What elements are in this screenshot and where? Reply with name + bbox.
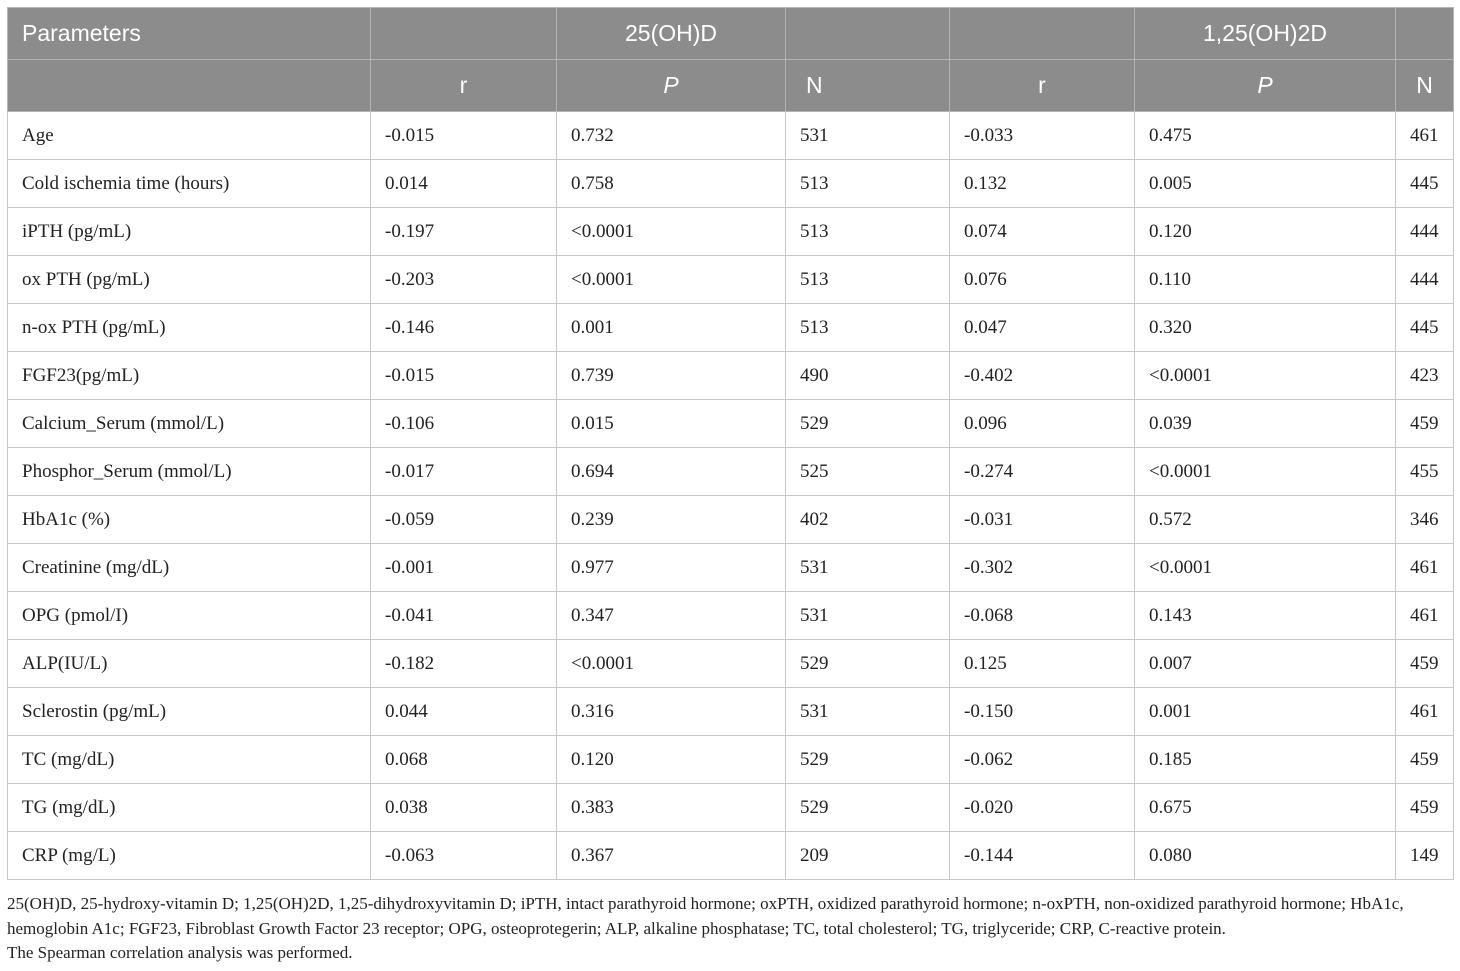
value-cell: 0.475	[1135, 112, 1396, 160]
header-p: P	[557, 60, 786, 112]
value-cell: -0.144	[950, 832, 1135, 880]
value-cell: 0.044	[371, 688, 557, 736]
value-cell: 0.005	[1135, 160, 1396, 208]
table-row	[8, 496, 1454, 544]
value-cell: -0.302	[950, 544, 1135, 592]
value-cell: 0.316	[557, 688, 786, 736]
value-cell: 529	[786, 784, 950, 832]
value-cell: 531	[786, 592, 950, 640]
correlation-table-container	[7, 7, 1453, 880]
value-cell: -0.150	[950, 688, 1135, 736]
parameter-cell: iPTH (pg/mL)	[8, 208, 371, 256]
value-cell: -0.146	[371, 304, 557, 352]
table-row	[8, 688, 1454, 736]
table-row	[8, 832, 1454, 880]
value-cell: 531	[786, 112, 950, 160]
parameter-cell: Sclerostin (pg/mL)	[8, 688, 371, 736]
table-row	[8, 784, 1454, 832]
value-cell: -0.182	[371, 640, 557, 688]
value-cell: 346	[1396, 496, 1454, 544]
table-row	[8, 736, 1454, 784]
value-cell: 0.038	[371, 784, 557, 832]
header-parameters: Parameters	[8, 8, 371, 60]
parameter-cell: HbA1c (%)	[8, 496, 371, 544]
parameter-cell: Cold ischemia time (hours)	[8, 160, 371, 208]
value-cell: 525	[786, 448, 950, 496]
value-cell: 445	[1396, 160, 1454, 208]
parameter-cell: Calcium_Serum (mmol/L)	[8, 400, 371, 448]
value-cell: -0.402	[950, 352, 1135, 400]
value-cell: 0.001	[557, 304, 786, 352]
value-cell: 0.007	[1135, 640, 1396, 688]
table-row	[8, 592, 1454, 640]
value-cell: 0.185	[1135, 736, 1396, 784]
value-cell: -0.197	[371, 208, 557, 256]
value-cell: 0.739	[557, 352, 786, 400]
value-cell: 0.039	[1135, 400, 1396, 448]
value-cell: 459	[1396, 736, 1454, 784]
value-cell: 209	[786, 832, 950, 880]
value-cell: 461	[1396, 112, 1454, 160]
table-row	[8, 256, 1454, 304]
value-cell: -0.015	[371, 112, 557, 160]
value-cell: 0.068	[371, 736, 557, 784]
table-row	[8, 208, 1454, 256]
value-cell: 529	[786, 400, 950, 448]
parameter-cell: Phosphor_Serum (mmol/L)	[8, 448, 371, 496]
value-cell: 0.080	[1135, 832, 1396, 880]
value-cell: 149	[1396, 832, 1454, 880]
value-cell: 459	[1396, 640, 1454, 688]
value-cell: 0.047	[950, 304, 1135, 352]
value-cell: 513	[786, 304, 950, 352]
header-n: N	[786, 60, 950, 112]
parameter-cell: ox PTH (pg/mL)	[8, 256, 371, 304]
header-blank	[1396, 8, 1454, 60]
parameter-cell: n-ox PTH (pg/mL)	[8, 304, 371, 352]
value-cell: 0.096	[950, 400, 1135, 448]
value-cell: -0.106	[371, 400, 557, 448]
value-cell: <0.0001	[557, 208, 786, 256]
value-cell: 0.977	[557, 544, 786, 592]
header-group-125oh2d: 1,25(OH)2D	[1135, 8, 1396, 60]
value-cell: <0.0001	[1135, 448, 1396, 496]
value-cell: <0.0001	[1135, 544, 1396, 592]
value-cell: -0.062	[950, 736, 1135, 784]
value-cell: -0.020	[950, 784, 1135, 832]
value-cell: 0.014	[371, 160, 557, 208]
value-cell: 513	[786, 160, 950, 208]
header-r: r	[950, 60, 1135, 112]
value-cell: -0.001	[371, 544, 557, 592]
value-cell: 0.001	[1135, 688, 1396, 736]
value-cell: -0.068	[950, 592, 1135, 640]
value-cell: 0.143	[1135, 592, 1396, 640]
value-cell: -0.033	[950, 112, 1135, 160]
footnote-abbreviations: 25(OH)D, 25-hydroxy-vitamin D; 1,25(OH)2D, 1,25-dihydroxyvitamin D; iPTH, intact parathyroid hormone; oxPTH, oxidized parathyroid hormone; n-oxPTH, non-oxidized parathyroid hormone; HbA1c, hemoglobin A1c; FGF23, Fibroblast Growth Factor 23 receptor; OPG, osteoprotegerin; ALP, alkaline phosphatase; TC, total cholesterol; TG, triglyceride; CRP, C-reactive protein.	[7, 894, 1404, 938]
table-row	[8, 400, 1454, 448]
value-cell: -0.031	[950, 496, 1135, 544]
value-cell: 461	[1396, 592, 1454, 640]
value-cell: 444	[1396, 208, 1454, 256]
header-r: r	[371, 60, 557, 112]
table-row	[8, 112, 1454, 160]
value-cell: 0.320	[1135, 304, 1396, 352]
table-row	[8, 352, 1454, 400]
table-row	[8, 640, 1454, 688]
header-blank	[8, 60, 371, 112]
table-row	[8, 544, 1454, 592]
value-cell: -0.017	[371, 448, 557, 496]
value-cell: 461	[1396, 544, 1454, 592]
correlation-table	[7, 7, 1454, 880]
value-cell: <0.0001	[557, 640, 786, 688]
parameter-cell: ALP(IU/L)	[8, 640, 371, 688]
value-cell: 0.074	[950, 208, 1135, 256]
parameter-cell: Creatinine (mg/dL)	[8, 544, 371, 592]
value-cell: 445	[1396, 304, 1454, 352]
value-cell: 0.675	[1135, 784, 1396, 832]
value-cell: 0.015	[557, 400, 786, 448]
parameter-cell: FGF23(pg/mL)	[8, 352, 371, 400]
value-cell: 0.239	[557, 496, 786, 544]
value-cell: 423	[1396, 352, 1454, 400]
header-p: P	[1135, 60, 1396, 112]
value-cell: -0.059	[371, 496, 557, 544]
value-cell: 444	[1396, 256, 1454, 304]
value-cell: -0.203	[371, 256, 557, 304]
parameter-cell: TC (mg/dL)	[8, 736, 371, 784]
table-footnote	[7, 892, 1453, 966]
value-cell: 0.758	[557, 160, 786, 208]
value-cell: 0.120	[1135, 208, 1396, 256]
table-row	[8, 160, 1454, 208]
header-blank	[371, 8, 557, 60]
header-row-groups	[8, 8, 1454, 60]
value-cell: 513	[786, 208, 950, 256]
value-cell: 529	[786, 736, 950, 784]
value-cell: -0.063	[371, 832, 557, 880]
header-blank	[786, 8, 950, 60]
value-cell: 0.694	[557, 448, 786, 496]
value-cell: 0.383	[557, 784, 786, 832]
footnote-method: The Spearman correlation analysis was performed.	[7, 943, 353, 962]
value-cell: 531	[786, 544, 950, 592]
parameter-cell: Age	[8, 112, 371, 160]
value-cell: 461	[1396, 688, 1454, 736]
parameter-cell: OPG (pmol/I)	[8, 592, 371, 640]
value-cell: 459	[1396, 784, 1454, 832]
table-row	[8, 448, 1454, 496]
value-cell: 455	[1396, 448, 1454, 496]
value-cell: -0.015	[371, 352, 557, 400]
value-cell: 0.732	[557, 112, 786, 160]
parameter-cell: TG (mg/dL)	[8, 784, 371, 832]
value-cell: 490	[786, 352, 950, 400]
value-cell: 0.120	[557, 736, 786, 784]
value-cell: 459	[1396, 400, 1454, 448]
value-cell: 0.347	[557, 592, 786, 640]
value-cell: <0.0001	[557, 256, 786, 304]
table-row	[8, 304, 1454, 352]
value-cell: 0.572	[1135, 496, 1396, 544]
value-cell: 0.132	[950, 160, 1135, 208]
value-cell: <0.0001	[1135, 352, 1396, 400]
value-cell: 0.367	[557, 832, 786, 880]
header-n: N	[1396, 60, 1454, 112]
value-cell: 513	[786, 256, 950, 304]
value-cell: 0.076	[950, 256, 1135, 304]
parameter-cell: CRP (mg/L)	[8, 832, 371, 880]
table-body	[8, 112, 1454, 880]
value-cell: -0.041	[371, 592, 557, 640]
value-cell: 529	[786, 640, 950, 688]
value-cell: -0.274	[950, 448, 1135, 496]
header-blank	[950, 8, 1135, 60]
value-cell: 0.110	[1135, 256, 1396, 304]
value-cell: 402	[786, 496, 950, 544]
header-group-25ohd: 25(OH)D	[557, 8, 786, 60]
value-cell: 0.125	[950, 640, 1135, 688]
header-row-stats	[8, 60, 1454, 112]
value-cell: 531	[786, 688, 950, 736]
